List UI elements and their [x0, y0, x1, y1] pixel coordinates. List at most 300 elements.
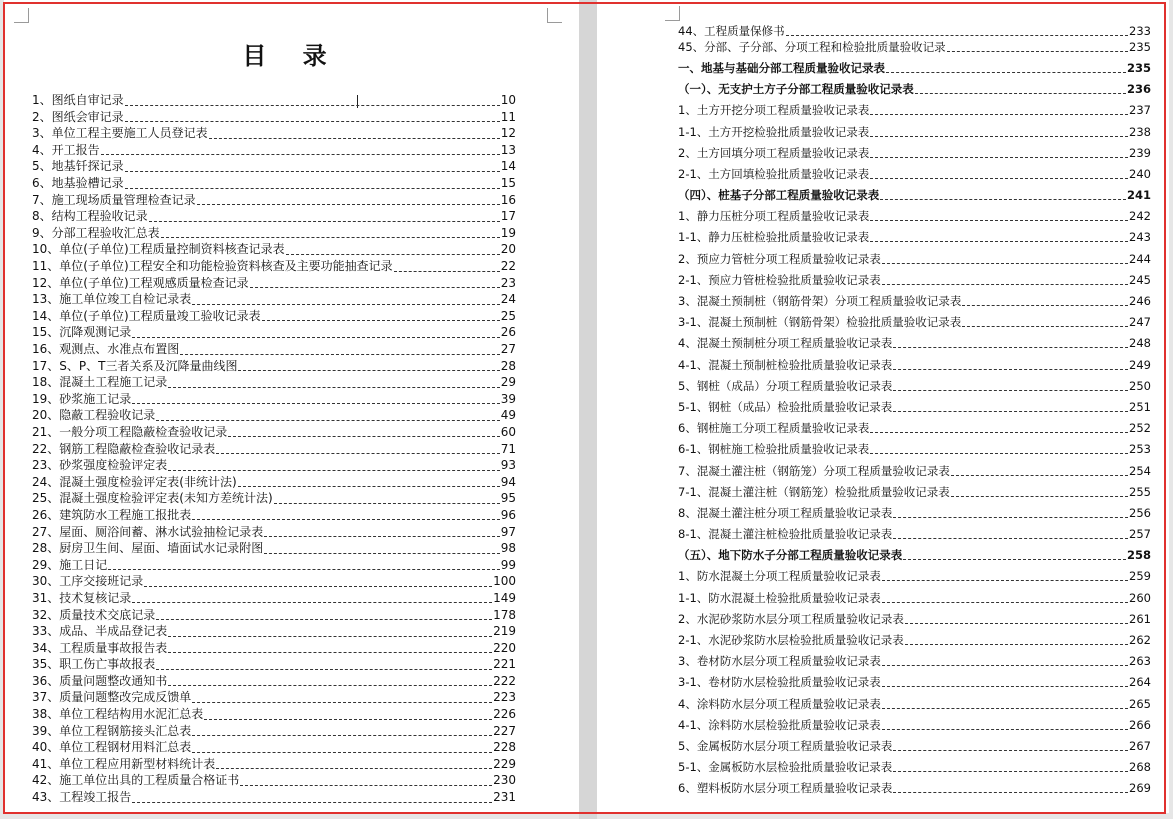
toc-entry-text: 3-1、卷材防水层检验批质量验收记录表 — [678, 675, 881, 690]
toc-dot-leader — [264, 536, 499, 537]
toc-entry[interactable] — [678, 140, 1151, 161]
toc-entry[interactable] — [678, 563, 1151, 584]
toc-entry[interactable] — [678, 669, 1151, 690]
toc-entry-text: 41、单位工程应用新型材料统计表 — [32, 756, 216, 771]
toc-dot-leader — [870, 453, 1128, 454]
toc-entry-text: 10、单位(子单位)工程质量控制资料核查记录表 — [32, 242, 285, 257]
toc-page-number: 17 — [500, 209, 516, 224]
toc-dot-leader — [893, 750, 1128, 751]
toc-page-number: 262 — [1129, 633, 1151, 648]
toc-entry[interactable] — [678, 394, 1151, 415]
document-page-left[interactable] — [4, 0, 579, 813]
toc-dot-leader — [149, 221, 500, 222]
toc-entry-text: 3、混凝土预制桩（钢筋骨架）分项工程质量验收记录表 — [678, 294, 962, 309]
toc-entry-text: 38、单位工程结构用水泥汇总表 — [32, 707, 204, 722]
toc-entry[interactable] — [32, 656, 516, 673]
toc-page-number: 237 — [1129, 103, 1151, 118]
toc-entry-text: 4-1、涂料防水层检验批质量验收记录表 — [678, 717, 881, 732]
toc-dot-leader — [168, 636, 492, 637]
toc-entry[interactable] — [32, 175, 516, 192]
toc-page-number: 258 — [1126, 548, 1151, 563]
toc-dot-leader — [893, 771, 1128, 772]
toc-entry-text: 7、混凝土灌注桩（钢筋笼）分项工程质量验收记录表 — [678, 463, 950, 478]
toc-entry-text: 4、涂料防水层分项工程质量验收记录表 — [678, 696, 881, 711]
toc-page-number: 24 — [500, 292, 516, 307]
toc-dot-leader — [962, 305, 1128, 306]
toc-entry-text: 6、塑料板防水层分项工程质量验收记录表 — [678, 781, 893, 796]
toc-entry[interactable] — [678, 203, 1151, 224]
toc-entry-text: 1-1、防水混凝土检验批质量验收记录表 — [678, 590, 881, 605]
toc-page-number: 223 — [493, 690, 516, 705]
toc-entry-text: 17、S、P、T三者关系及沉降量曲线图 — [32, 358, 238, 373]
toc-dot-leader — [192, 752, 492, 753]
toc-dot-leader — [893, 347, 1128, 348]
toc-entry[interactable] — [32, 772, 516, 789]
toc-entry[interactable] — [32, 407, 516, 424]
toc-entry-text: 32、质量技术交底记录 — [32, 607, 156, 622]
toc-dot-leader — [132, 403, 499, 404]
toc-dot-leader — [880, 199, 1126, 200]
toc-entry[interactable] — [32, 623, 516, 640]
toc-page-number: 29 — [500, 375, 516, 390]
toc-entry[interactable] — [678, 627, 1151, 648]
toc-page-number: 266 — [1129, 717, 1151, 732]
toc-page-number: 11 — [500, 109, 516, 124]
toc-entry-text: 21、一般分项工程隐蔽检查验收记录 — [32, 424, 228, 439]
toc-entry-text: 13、施工单位竣工自检记录表 — [32, 292, 192, 307]
toc-page-number: 249 — [1129, 357, 1151, 372]
toc-entry-text: 37、质量问题整改完成反馈单 — [32, 690, 192, 705]
toc-page-number: 98 — [500, 541, 516, 556]
toc-entry-text: 1、防水混凝土分项工程质量验收记录表 — [678, 569, 881, 584]
toc-entry[interactable] — [678, 415, 1151, 436]
toc-page-number: 252 — [1129, 421, 1151, 436]
toc-page-number: 95 — [500, 491, 516, 506]
toc-dot-leader — [905, 644, 1128, 645]
toc-dot-leader — [915, 93, 1126, 94]
toc-page-number: 220 — [493, 640, 516, 655]
toc-entry-text: 30、工序交接班记录 — [32, 574, 144, 589]
toc-page-number: 261 — [1129, 611, 1151, 626]
toc-entry[interactable] — [32, 208, 516, 225]
toc-page-number: 15 — [500, 176, 516, 191]
toc-page-number: 100 — [493, 574, 516, 589]
toc-dot-leader — [893, 538, 1128, 539]
toc-entry[interactable] — [32, 640, 516, 657]
toc-entry-text: 1、图纸自审记录 — [32, 93, 124, 108]
toc-dot-leader — [870, 178, 1128, 179]
toc-entry-text: 5-1、钢桩（成品）检验批质量验收记录表 — [678, 399, 893, 414]
toc-entry-text: 23、砂浆强度检验评定表 — [32, 458, 168, 473]
toc-entry-text: 一、地基与基础分部工程质量验收记录表 — [678, 60, 885, 75]
toc-entry[interactable] — [32, 557, 516, 574]
toc-dot-leader — [238, 370, 499, 371]
toc-dot-leader — [192, 702, 492, 703]
toc-entry[interactable] — [678, 309, 1151, 330]
toc-entry[interactable] — [32, 291, 516, 308]
toc-entry-text: 3、卷材防水层分项工程质量验收记录表 — [678, 654, 881, 669]
toc-entry-text: 29、施工日记 — [32, 557, 108, 572]
toc-dot-leader — [947, 51, 1128, 52]
toc-dot-leader — [168, 387, 499, 388]
toc-entry-text: 25、混凝土强度检验评定表(未知方差统计法) — [32, 491, 273, 506]
toc-entry[interactable] — [32, 391, 516, 408]
toc-section-heading[interactable] — [678, 182, 1151, 203]
toc-page-number: 267 — [1129, 738, 1151, 753]
toc-page-number: 27 — [500, 342, 516, 356]
toc-entry-text: 40、单位工程钢材用料汇总表 — [32, 740, 192, 755]
toc-entry-text: 16、观测点、水准点布置图 — [32, 342, 180, 356]
toc-entry[interactable] — [32, 457, 516, 474]
toc-list-right — [678, 24, 1151, 796]
toc-page-number: 268 — [1129, 760, 1151, 775]
toc-page-number: 264 — [1129, 675, 1151, 690]
toc-page-number: 19 — [500, 225, 516, 240]
toc-page-number: 235 — [1129, 39, 1151, 54]
toc-page-number: 239 — [1129, 145, 1151, 160]
toc-entry-text: 1、静力压桩分项工程质量验收记录表 — [678, 209, 870, 224]
toc-entry-text: 1-1、静力压桩检验批质量验收记录表 — [678, 230, 870, 245]
toc-entry[interactable] — [32, 706, 516, 723]
toc-title: 目 录 — [242, 41, 341, 70]
toc-dot-leader — [882, 580, 1128, 581]
toc-page-number: 16 — [500, 192, 516, 207]
toc-dot-leader — [394, 271, 500, 272]
toc-entry[interactable] — [678, 500, 1151, 521]
toc-dot-leader — [204, 719, 492, 720]
toc-entry[interactable] — [32, 573, 516, 590]
toc-entry-text: 9、分部工程验收汇总表 — [32, 225, 160, 240]
toc-dot-leader — [238, 486, 500, 487]
toc-page-number: 219 — [493, 624, 516, 639]
toc-dot-leader — [264, 553, 499, 554]
toc-page-number: 259 — [1129, 569, 1151, 584]
toc-dot-leader — [951, 496, 1128, 497]
toc-entry[interactable] — [678, 245, 1151, 266]
toc-entry-text: 28、厨房卫生间、屋面、墙面试水记录附图 — [32, 541, 264, 556]
toc-entry-text: 8、混凝土灌注桩分项工程质量验收记录表 — [678, 505, 893, 520]
toc-entry[interactable] — [32, 374, 516, 391]
toc-dot-leader — [786, 35, 1128, 36]
toc-page-number: 22 — [500, 259, 516, 274]
toc-entry[interactable] — [678, 521, 1151, 542]
toc-dot-leader — [192, 304, 499, 305]
toc-entry[interactable] — [32, 142, 516, 159]
toc-dot-leader — [125, 188, 500, 189]
toc-page-number: 49 — [500, 408, 516, 423]
toc-entry-text: 34、工程质量事故报告表 — [32, 640, 168, 655]
toc-entry-text: 5、钢桩（成品）分项工程质量验收记录表 — [678, 378, 893, 393]
toc-entry-text: 15、沉降观测记录 — [32, 325, 132, 340]
toc-dot-leader — [893, 369, 1128, 370]
toc-dot-leader — [893, 517, 1128, 518]
toc-entry[interactable] — [678, 436, 1151, 457]
toc-entry-text: 31、技术复核记录 — [32, 590, 132, 605]
toc-page-number: 39 — [500, 391, 516, 406]
toc-page-number: 260 — [1129, 590, 1151, 605]
toc-entry[interactable] — [678, 288, 1151, 309]
toc-entry-text: 12、单位(子单位)工程观感质量检查记录 — [32, 275, 249, 290]
toc-page-number: 71 — [500, 441, 516, 456]
toc-entry-text: 3-1、混凝土预制桩（钢筋骨架）检验批质量验收记录表 — [678, 315, 962, 330]
toc-dot-leader — [161, 237, 500, 238]
toc-dot-leader — [216, 453, 499, 454]
toc-entry[interactable] — [32, 606, 516, 623]
toc-entry-text: 22、钢筋工程隐蔽检查验收记录表 — [32, 441, 216, 456]
toc-entry-text: 44、工程质量保修书 — [678, 24, 785, 39]
toc-entry-text: 14、单位(子单位)工程质量竣工验收记录表 — [32, 308, 261, 323]
toc-entry-text: 7-1、混凝土灌注桩（钢筋笼）检验批质量验收记录表 — [678, 484, 950, 499]
toc-dot-leader — [882, 708, 1128, 709]
toc-entry[interactable] — [32, 225, 516, 242]
toc-dot-leader — [893, 411, 1128, 412]
toc-entry-text: 45、分部、子分部、分项工程和检验批质量验收记录 — [678, 39, 946, 54]
toc-page-number: 242 — [1129, 209, 1151, 224]
toc-page-number: 250 — [1129, 378, 1151, 393]
toc-entry-text: 24、混凝土强度检验评定表(非统计法) — [32, 474, 237, 489]
toc-entry[interactable] — [678, 479, 1151, 500]
toc-dot-leader — [168, 470, 499, 471]
toc-section-heading[interactable] — [678, 76, 1151, 97]
toc-entry[interactable] — [32, 158, 516, 175]
toc-page-number: 12 — [500, 126, 516, 141]
toc-entry-text: 36、质量问题整改通知书 — [32, 673, 168, 688]
toc-page-number: 244 — [1129, 251, 1151, 266]
toc-entry[interactable] — [32, 673, 516, 690]
toc-entry-text: （五）、地下防水子分部工程质量验收记录表 — [678, 548, 903, 563]
toc-dot-leader — [882, 729, 1128, 730]
toc-entry[interactable] — [32, 689, 516, 706]
toc-entry-text: 43、工程竣工报告 — [32, 790, 132, 805]
toc-entry-text: 2-1、水泥砂浆防水层检验批质量验收记录表 — [678, 633, 904, 648]
toc-entry[interactable] — [32, 523, 516, 540]
toc-page-number: 221 — [493, 657, 516, 672]
toc-page-number: 238 — [1129, 124, 1151, 139]
toc-entry[interactable] — [678, 224, 1151, 245]
toc-entry[interactable] — [678, 330, 1151, 351]
toc-entry-text: 2、土方回填分项工程质量验收记录表 — [678, 145, 870, 160]
toc-dot-leader — [125, 121, 500, 122]
toc-entry-text: 6、钢桩施工分项工程质量验收记录表 — [678, 421, 870, 436]
toc-entry-text: 2-1、预应力管桩检验批质量验收记录表 — [678, 272, 881, 287]
toc-section-heading[interactable] — [678, 55, 1151, 76]
toc-entry[interactable] — [32, 723, 516, 740]
toc-entry[interactable] — [32, 739, 516, 756]
toc-entry-text: 8、结构工程验收记录 — [32, 209, 148, 224]
toc-entry-text: 33、成品、半成品登记表 — [32, 624, 168, 639]
toc-dot-leader — [125, 171, 500, 172]
toc-dot-leader — [903, 559, 1126, 560]
toc-page-number: 256 — [1129, 505, 1151, 520]
toc-entry[interactable] — [32, 474, 516, 491]
toc-page-number: 25 — [500, 308, 516, 323]
toc-dot-leader — [262, 320, 500, 321]
toc-entry[interactable] — [678, 457, 1151, 478]
toc-entry[interactable] — [678, 97, 1151, 118]
toc-entry-text: 2、预应力管桩分项工程质量验收记录表 — [678, 251, 881, 266]
page-corner-mark — [665, 6, 680, 21]
toc-entry-text: 3、单位工程主要施工人员登记表 — [32, 126, 208, 141]
toc-page-number: 235 — [1126, 60, 1151, 75]
document-page-right[interactable] — [597, 0, 1169, 813]
toc-page-number: 265 — [1129, 696, 1151, 711]
toc-entry[interactable] — [32, 424, 516, 441]
toc-page-number: 257 — [1129, 527, 1151, 542]
toc-entry[interactable] — [678, 373, 1151, 394]
toc-entry[interactable] — [678, 351, 1151, 372]
toc-dot-leader — [893, 792, 1128, 793]
toc-entry[interactable] — [678, 733, 1151, 754]
toc-entry-text: 4-1、混凝土预制桩检验批质量验收记录表 — [678, 357, 893, 372]
toc-page-number: 228 — [493, 740, 516, 755]
toc-page-number: 231 — [493, 790, 516, 805]
toc-entry[interactable] — [678, 267, 1151, 288]
toc-entry[interactable] — [32, 789, 516, 806]
toc-page-number: 253 — [1129, 442, 1151, 457]
toc-entry-text: 35、职工伤亡事故报表 — [32, 657, 156, 672]
toc-dot-leader — [882, 263, 1128, 264]
toc-page-number: 23 — [500, 275, 516, 290]
toc-entry-text: 11、单位(子单位)工程安全和功能检验资料核查及主要功能抽查记录 — [32, 259, 393, 274]
page-gap — [579, 0, 597, 819]
toc-dot-leader — [156, 669, 492, 670]
toc-dot-leader — [101, 154, 500, 155]
toc-entry-text: 6、地基验槽记录 — [32, 176, 124, 191]
toc-entry-text: 27、屋面、厕浴间蓄、淋水试验抽检记录表 — [32, 524, 264, 539]
toc-entry[interactable] — [678, 690, 1151, 711]
toc-entry[interactable] — [678, 754, 1151, 775]
toc-entry-text: 5、金属板防水层分项工程质量验收记录表 — [678, 738, 893, 753]
toc-entry[interactable] — [678, 775, 1151, 796]
toc-page-number: 149 — [493, 590, 516, 605]
toc-dot-leader — [870, 114, 1128, 115]
toc-entry-text: 42、施工单位出具的工程质量合格证书 — [32, 773, 240, 788]
toc-entry[interactable] — [678, 648, 1151, 669]
toc-page-number: 94 — [500, 474, 516, 489]
toc-dot-leader — [951, 475, 1128, 476]
toc-dot-leader — [882, 602, 1128, 603]
toc-dot-leader — [192, 519, 499, 520]
toc-dot-leader — [132, 337, 499, 338]
toc-entry-text: 2、图纸会审记录 — [32, 109, 124, 124]
toc-entry-text: 1-1、土方开挖检验批质量验收记录表 — [678, 124, 870, 139]
toc-entry[interactable] — [678, 584, 1151, 605]
toc-entry[interactable] — [678, 24, 1151, 39]
toc-entry[interactable] — [32, 258, 516, 275]
toc-page-number: 263 — [1129, 654, 1151, 669]
toc-entry[interactable] — [32, 241, 516, 258]
toc-dot-leader — [893, 390, 1128, 391]
toc-dot-leader — [144, 586, 492, 587]
toc-dot-leader — [192, 735, 492, 736]
toc-page-number: 246 — [1129, 294, 1151, 309]
toc-page-number: 236 — [1126, 82, 1151, 97]
toc-page-number: 269 — [1129, 781, 1151, 796]
toc-entry[interactable] — [678, 118, 1151, 139]
toc-list-left — [32, 92, 516, 806]
toc-dot-leader — [882, 665, 1128, 666]
toc-page-number: 10 — [500, 93, 516, 108]
toc-entry-text: 39、单位工程钢筋接头汇总表 — [32, 723, 192, 738]
toc-entry[interactable] — [678, 606, 1151, 627]
toc-entry[interactable] — [32, 490, 516, 507]
toc-page-number: 227 — [493, 723, 516, 738]
toc-dot-leader — [870, 136, 1128, 137]
page-corner-mark — [14, 8, 29, 23]
toc-page-number: 240 — [1129, 166, 1151, 181]
toc-dot-leader — [870, 220, 1128, 221]
toc-dot-leader — [870, 241, 1128, 242]
toc-page-number: 13 — [500, 142, 516, 157]
toc-entry[interactable] — [678, 39, 1151, 54]
toc-entry[interactable] — [32, 275, 516, 292]
toc-entry-text: 19、砂浆施工记录 — [32, 391, 132, 406]
toc-dot-leader — [286, 254, 500, 255]
toc-dot-leader — [168, 652, 492, 653]
toc-entry[interactable] — [32, 756, 516, 773]
toc-entry-text: 6-1、钢桩施工检验批质量验收记录表 — [678, 442, 870, 457]
toc-page-number: 251 — [1129, 399, 1151, 414]
toc-entry-text: 4、混凝土预制桩分项工程质量验收记录表 — [678, 336, 893, 351]
toc-page-number: 20 — [500, 242, 516, 257]
toc-entry[interactable] — [32, 125, 516, 142]
toc-dot-leader — [905, 623, 1128, 624]
toc-entry-text: 5-1、金属板防水层检验批质量验收记录表 — [678, 760, 893, 775]
toc-entry[interactable] — [32, 358, 516, 375]
toc-entry[interactable] — [678, 712, 1151, 733]
toc-page-number: 28 — [500, 358, 516, 373]
toc-entry-text: 20、隐蔽工程验收记录 — [32, 408, 156, 423]
toc-page-number: 97 — [500, 524, 516, 539]
toc-entry[interactable] — [32, 507, 516, 524]
toc-entry[interactable] — [32, 324, 516, 341]
toc-entry[interactable] — [32, 540, 516, 557]
toc-entry-text: 8-1、混凝土灌注桩检验批质量验收记录表 — [678, 527, 893, 542]
toc-page-number: 243 — [1129, 230, 1151, 245]
toc-entry[interactable] — [32, 192, 516, 209]
toc-entry[interactable] — [32, 109, 516, 126]
toc-dot-leader — [156, 619, 492, 620]
toc-page-number: 96 — [500, 507, 516, 522]
toc-entry-text: 7、施工现场质量管理检查记录 — [32, 192, 196, 207]
toc-dot-leader — [209, 138, 500, 139]
toc-entry-text: （一）、无支护土方子分部工程质量验收记录表 — [678, 82, 914, 97]
toc-entry-text: 18、混凝土工程施工记录 — [32, 375, 168, 390]
toc-entry[interactable] — [32, 590, 516, 607]
toc-dot-leader — [240, 785, 492, 786]
toc-page-number: 247 — [1129, 315, 1151, 330]
toc-page-number: 248 — [1129, 336, 1151, 351]
toc-entry-text: 2-1、土方回填检验批质量验收记录表 — [678, 166, 870, 181]
toc-page-number: 226 — [493, 707, 516, 722]
toc-page-number: 222 — [493, 673, 516, 688]
toc-dot-leader — [180, 354, 499, 355]
toc-entry[interactable] — [32, 341, 516, 358]
toc-page-number: 26 — [500, 325, 516, 340]
toc-page-number: 230 — [493, 773, 516, 788]
toc-entry[interactable] — [32, 440, 516, 457]
toc-page-number: 255 — [1129, 484, 1151, 499]
toc-dot-leader — [125, 105, 500, 106]
toc-section-heading[interactable] — [678, 542, 1151, 563]
toc-entry[interactable] — [678, 161, 1151, 182]
toc-dot-leader — [197, 204, 500, 205]
toc-dot-leader — [156, 420, 499, 421]
toc-entry[interactable] — [32, 308, 516, 325]
toc-page-number: 93 — [500, 458, 516, 473]
toc-entry[interactable] — [32, 92, 516, 109]
toc-dot-leader — [228, 436, 499, 437]
